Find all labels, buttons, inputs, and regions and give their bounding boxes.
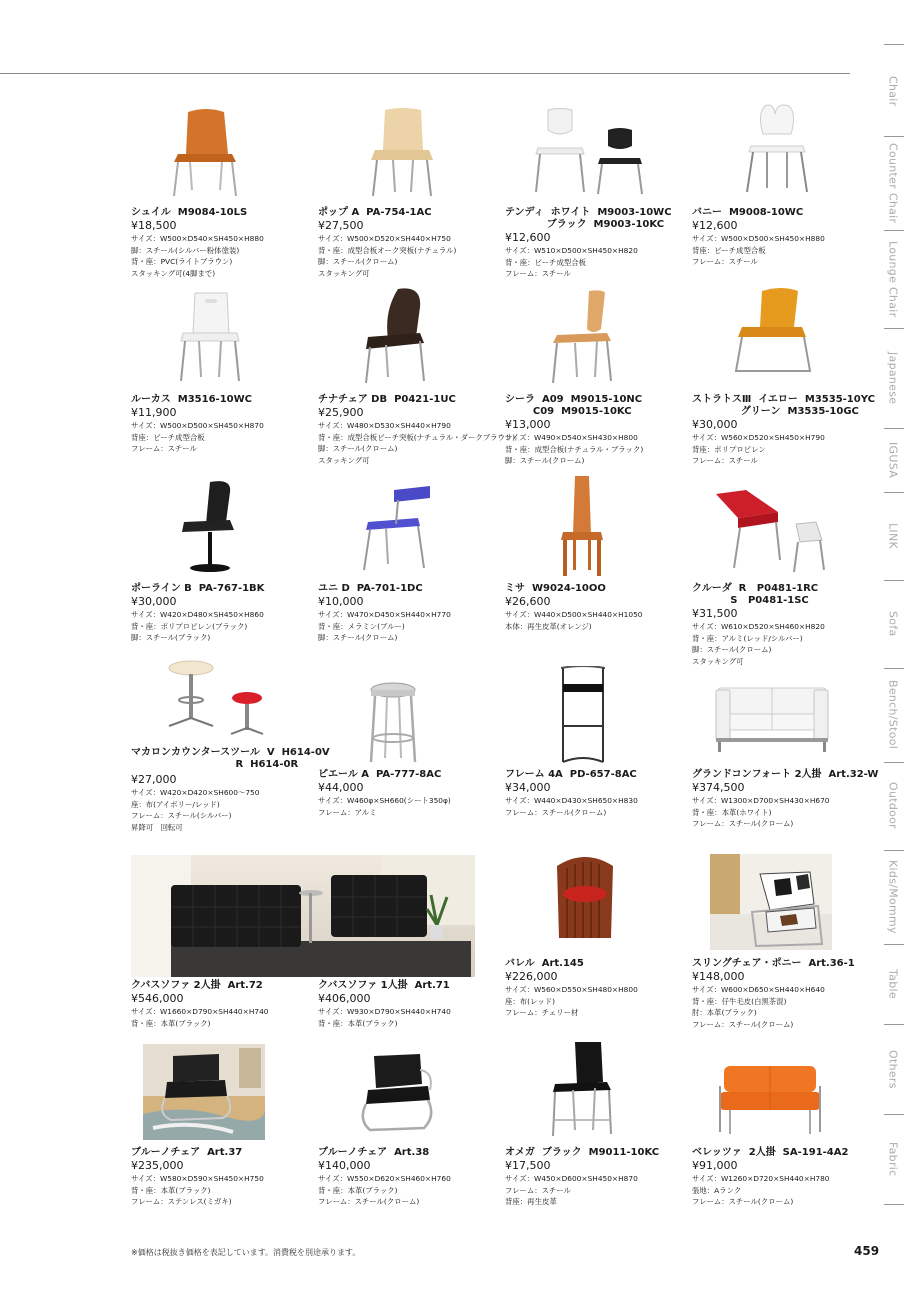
product-spec: サイズ：W420×D420×SH600～750 [131,788,260,797]
sidebar-item-japanese[interactable]: Japanese [886,351,900,405]
product-name: クバスソファ 1人掛 Art.71 [318,980,450,991]
product-spec: サイズ：W580×D590×SH450×H750 [131,1174,264,1183]
product-spec: サイズ：W420×D480×SH450×H860 [131,610,264,619]
product-name: クバスソファ 2人掛 Art.72 [131,980,263,991]
product-spec: スタッキング可(4脚まで) [131,268,216,278]
product-spec: スタッキング可 [318,268,370,278]
product-card[interactable] [318,476,498,661]
sidebar-separator [884,230,904,231]
chair-image [520,108,650,198]
chair-image [549,1040,619,1140]
product-spec: 背・座：アルミ(レッド/シルバー) [692,633,803,643]
product-spec: サイズ：W510×D500×SH450×H820 [505,246,638,255]
sidebar-separator [884,850,904,851]
product-spec: 背座：ポリプロピレン [692,444,766,454]
product-spec: サイズ：W440×D500×SH440×H1050 [505,610,643,619]
chair-image [358,484,438,576]
product-price: ¥406,000 [318,992,371,1005]
page-number: 459 [854,1244,880,1258]
sidebar-item-table[interactable]: Table [886,969,900,999]
product-spec: 背・座：ポリプロピレン(ブラック) [131,621,248,631]
product-name: バニー M9008-10WC [692,207,804,218]
sofa-image [716,1062,824,1136]
product-price: ¥13,000 [505,418,551,431]
sidebar-item-fabric[interactable]: Fabric [886,1141,900,1177]
product-spec: 背・座：本革(ブラック) [318,1185,398,1195]
product-spec: フレーム：スチール(クローム) [318,1197,420,1206]
chair-image [171,291,251,386]
sidebar-item-sofa[interactable]: Sofa [886,611,900,637]
product-spec: サイズ：W1300×D700×SH430×H670 [692,796,830,805]
product-spec: 脚：スチール(シルバー粉体塗装) [131,245,240,255]
sidebar-item-counter-chair[interactable]: Counter Chair [886,142,900,224]
product-name: グランドコンフォート 2人掛 Art.32-W [692,769,879,780]
product-name: テンディ ホワイト M9003-10WC ブラック M9003-10KC [505,207,672,230]
product-card[interactable] [692,658,879,843]
product-spec: サイズ：W600×D650×SH440×H640 [692,985,825,994]
sidebar-separator [884,428,904,429]
product-card[interactable] [318,658,498,843]
product-card[interactable] [505,1040,685,1220]
product-spec: サイズ：W930×D790×SH440×H740 [318,1007,451,1016]
product-name: クルーダ R P0481-1RC S P0481-1SC [692,583,819,606]
product-spec: スタッキング可 [692,656,744,666]
category-sidebar [878,44,915,1224]
product-spec: 背座：再生皮革 [505,1197,557,1206]
chair-image [712,488,832,576]
product-spec: サイズ：W610×D520×SH460×H820 [692,622,825,631]
stool-image [159,660,269,740]
product-spec: 背・座：PVC(ライトブラウン) [131,257,233,266]
product-spec: フレーム：スチール [505,269,571,278]
product-spec: サイズ：W480×D530×SH440×H790 [318,421,451,430]
sidebar-separator [884,944,904,945]
sidebar-separator [884,1204,904,1205]
product-spec: 背座：ビーチ成型合板 [692,245,766,255]
product-spec: フレーム：スチール(シルバー) [131,811,232,820]
top-rule [0,73,850,74]
product-spec: 脚：スチール(ブラック) [131,633,211,642]
product-price: ¥30,000 [131,595,177,608]
sidebar-separator [884,492,904,493]
product-price: ¥18,500 [131,219,177,232]
sidebar-item-igusa[interactable]: IGUSA [886,441,900,479]
stool-image [557,666,609,766]
sidebar-item-kids-mommy[interactable]: Kids/Mommy [886,860,900,934]
product-spec: 背・座：ビーチ成型合板 [505,257,587,267]
product-spec: フレーム：スチール(クローム) [692,1197,794,1206]
product-price: ¥140,000 [318,1159,371,1172]
product-spec: サイズ：W550×D620×SH460×H760 [318,1174,451,1183]
product-price: ¥12,600 [505,231,551,244]
sidebar-separator [884,328,904,329]
product-card[interactable] [692,848,872,1038]
product-name: ポップ A PA-754-1AC [318,207,432,218]
product-card[interactable] [692,476,872,666]
product-name: チナチェア DB P0421-1UC [318,394,456,405]
chair-image [545,289,625,387]
sofa-image [712,684,832,754]
product-name: オメガ ブラック M9011-10KC [505,1147,660,1158]
product-price: ¥27,500 [318,219,364,232]
sidebar-item-outdoor[interactable]: Outdoor [886,782,900,830]
product-price: ¥148,000 [692,970,745,983]
brno-chair-room-photo [143,1044,265,1140]
product-card[interactable] [505,476,685,661]
product-spec: サイズ：W440×D430×SH650×H830 [505,796,638,805]
product-spec: 座：布(アイボリー/レッド) [131,799,220,809]
sidebar-item-link[interactable]: LINK [886,522,900,549]
product-card[interactable] [318,100,498,285]
sidebar-item-chair[interactable]: Chair [886,75,900,107]
product-name: シーラ A09 M9015-10NC C09 M9015-10KC [505,394,643,417]
product-price: ¥31,500 [692,607,738,620]
sidebar-separator [884,136,904,137]
product-card[interactable] [505,658,685,843]
product-name: マカロンカウンタースツール V H614-0V R H614-0R [131,747,330,770]
product-price: ¥10,000 [318,595,364,608]
product-card[interactable] [318,287,516,472]
product-card[interactable] [505,287,685,472]
product-name: フレーム 4A PD-657-8AC [505,769,637,780]
product-card[interactable] [318,1040,498,1220]
product-spec: 背・座：成型合板(ナチュラル・ブラック) [505,444,644,454]
chair-image [358,287,438,387]
product-price: ¥44,000 [318,781,364,794]
tax-footnote: ※価格は税抜き価格を表記しています。消費税を別途承ります。 [131,1248,361,1257]
product-name: ポーライン B PA-767-1BK [131,583,265,594]
product-spec: 脚：スチール(クローム) [318,444,398,453]
product-spec: フレーム：スチール [692,257,758,266]
sling-chair-photo [710,854,832,950]
product-spec: サイズ：W470×D450×SH440×H770 [318,610,451,619]
product-spec: フレーム：ステンレス(ミガキ) [131,1197,232,1206]
product-price: ¥235,000 [131,1159,184,1172]
product-name: ピエール A PA-777-8AC [318,769,442,780]
product-spec: 脚：スチール(クローム) [318,257,398,266]
sidebar-item-others[interactable]: Others [886,1049,900,1089]
sidebar-separator [884,668,904,669]
product-spec: 背・座：本革(ブラック) [131,1018,211,1028]
product-name: バレル Art.145 [505,958,584,969]
product-card[interactable] [131,287,311,472]
product-name: スリングチェア・ポニー Art.36-1 [692,958,855,969]
product-name: ミサ W9024-10OO [505,583,606,594]
product-spec: フレーム：スチール [131,444,197,453]
product-card[interactable] [131,100,311,285]
chair-image [358,1050,438,1140]
product-card[interactable] [318,980,498,1040]
chair-image [732,287,816,382]
product-spec: 本体：再生皮革(オレンジ) [505,621,592,631]
chair-image [553,852,617,942]
product-price: ¥11,900 [131,406,177,419]
kubus-sofa-room-photo [131,855,475,977]
product-card[interactable] [131,1040,311,1220]
product-spec: 背・座：成型合板オーク突板(ナチュラル) [318,245,457,255]
product-price: ¥546,000 [131,992,184,1005]
product-card[interactable] [692,100,872,285]
product-card[interactable] [505,100,685,285]
product-spec: 背・座：本革(ブラック) [318,1018,398,1028]
product-price: ¥26,600 [505,595,551,608]
product-price: ¥34,000 [505,781,551,794]
product-card[interactable] [505,848,685,1038]
product-price: ¥91,000 [692,1159,738,1172]
product-spec: サイズ：W450×D600×SH450×H870 [505,1174,638,1183]
product-spec: サイズ：W500×D540×SH450×H880 [131,234,264,243]
chair-image [363,106,443,201]
product-spec: フレーム：スチール [505,1185,571,1195]
product-name: ユニ D PA-701-1DC [318,583,423,594]
product-card[interactable] [131,476,311,661]
product-spec: フレーム：アルミ [318,807,377,817]
product-card[interactable] [692,1040,872,1220]
product-spec: 昇降可 回転可 [131,822,183,832]
sidebar-separator [884,1024,904,1025]
product-spec: スタッキング可 [318,455,370,465]
product-name: ブルーノチェア Art.38 [318,1147,430,1158]
product-name: ブルーノチェア Art.37 [131,1147,243,1158]
chair-image [737,104,817,199]
chair-image [557,476,607,578]
sidebar-separator [884,762,904,763]
product-price: ¥25,900 [318,406,364,419]
product-spec: 座：布(レッド) [505,996,556,1006]
product-spec: 肘：本革(ブラック) [692,1008,757,1017]
product-name: ベレッツァ 2人掛 SA-191-4A2 [692,1147,849,1158]
stool-image [363,682,423,766]
chair-image [166,106,246,201]
product-spec: 背座：ビーチ成型合板 [131,432,205,442]
product-name: シュイル M9084-10LS [131,207,248,218]
product-price: ¥374,500 [692,781,745,794]
product-spec: フレーム：スチール(クローム) [505,807,607,817]
product-spec: サイズ：W500×D500×SH450×H880 [692,234,825,243]
product-spec: サイズ：W500×D520×SH440×H750 [318,234,451,243]
product-price: ¥30,000 [692,418,738,431]
product-spec: フレーム：チェリー材 [505,1008,579,1017]
sidebar-item-bench-stool[interactable]: Bench/Stool [886,680,900,750]
product-name: ルーカス M3516-10WC [131,394,252,405]
product-spec: サイズ：W1260×D720×SH440×H780 [692,1174,830,1183]
product-spec: 張地：Aランク [692,1185,742,1195]
product-spec: 背・座：仔牛毛皮(白黒茶混) [692,996,787,1006]
product-spec: 脚：スチール(クローム) [692,645,772,654]
chair-image [176,478,246,576]
product-price: ¥12,600 [692,219,738,232]
product-price: ¥17,500 [505,1159,551,1172]
product-card[interactable] [131,980,311,1040]
product-spec: サイズ：W560×D520×SH450×H790 [692,433,825,442]
product-spec: サイズ：W500×D500×SH450×H870 [131,421,264,430]
product-price: ¥27,000 [131,773,177,786]
product-spec: サイズ：W490×D540×SH430×H800 [505,433,638,442]
product-spec: サイズ：W1660×D790×SH440×H740 [131,1007,269,1016]
product-spec: フレーム：スチール [692,456,758,465]
product-spec: 背・座：本革(ブラック) [131,1185,211,1195]
product-spec: 脚：スチール(クローム) [318,633,398,642]
product-spec: サイズ：W460φ×SH660(シート350φ) [318,796,451,805]
product-name: ストラトスⅢ イエロー M3535-10YC グリーン M3535-10GC [692,394,875,417]
product-spec: サイズ：W560×D550×SH480×H800 [505,985,638,994]
product-spec: フレーム：スチール(クローム) [692,1019,794,1029]
product-price: ¥226,000 [505,970,558,983]
sidebar-item-lounge-chair[interactable]: Lounge Chair [886,240,900,318]
product-card[interactable] [692,287,875,472]
product-spec: 背・座：メラミン(ブルー) [318,621,405,631]
sidebar-separator [884,1114,904,1115]
product-spec: 背・座：成型合板ビーチ突板(ナチュラル・ダークブラウン) [318,432,516,442]
sidebar-separator [884,580,904,581]
product-spec: フレーム：スチール(クローム) [692,819,794,828]
product-spec: 脚：スチール(クローム) [505,456,585,465]
product-card[interactable] [131,658,330,843]
product-spec: 背・座：本革(ホワイト) [692,807,772,817]
sidebar-separator [884,44,904,45]
